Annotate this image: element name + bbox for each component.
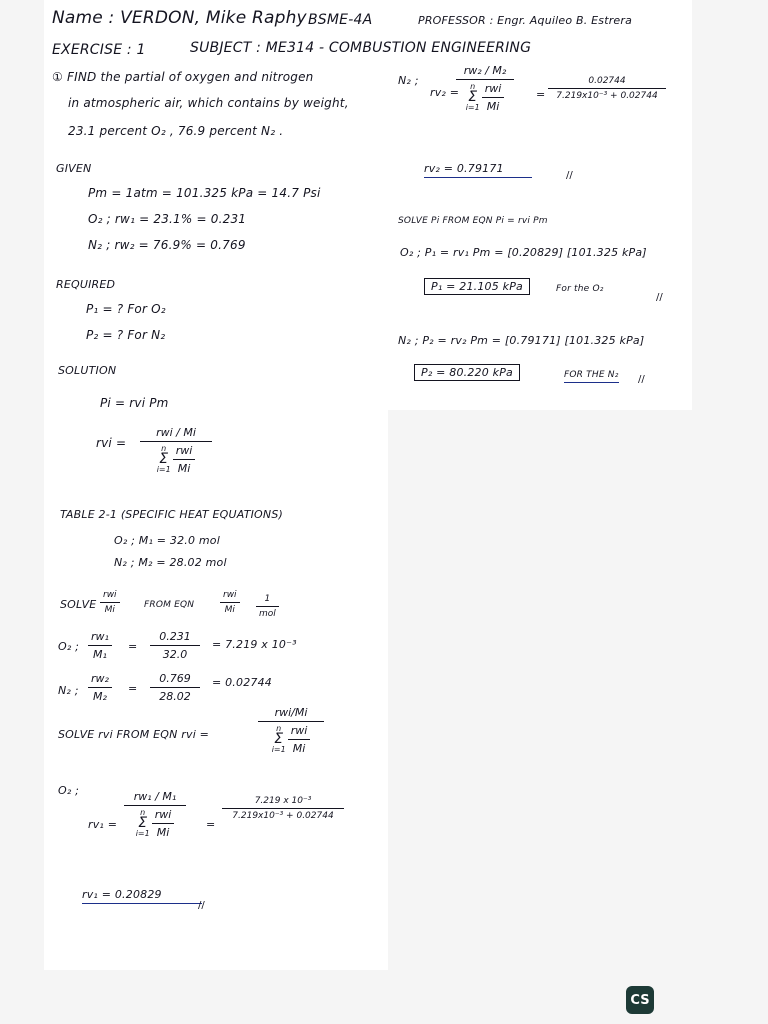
solve-rvi-sum-top: n [276, 724, 282, 733]
solve-ratio-from: FROM EQN [144, 600, 195, 610]
o2-calc-vbar [222, 808, 344, 809]
solve-rvi-num: rwi/Mi [274, 706, 308, 719]
given-pm: Pm = 1atm = 101.325 kPa = 14.7 Psi [88, 186, 321, 200]
sum-symbol [157, 445, 171, 474]
professor-label: PROFESSOR : Engr. Aquileo B. Estrera [418, 14, 633, 27]
ratio-o2-label: O₂ ; [58, 640, 80, 653]
given-o2: O₂ ; rw₁ = 23.1% = 0.231 [88, 212, 247, 226]
sum-term-bar [173, 459, 196, 460]
p1-equation: O₂ ; P₁ = rv₁ Pm = [0.20829] [101.325 kPa] [400, 246, 647, 259]
ratio-n2-label: N₂ ; [58, 684, 79, 697]
solve-rvi-sum [272, 725, 286, 754]
o2-end-mark: // [198, 900, 205, 911]
eqn-num: rwi [223, 590, 237, 600]
exercise-label: EXERCISE : 1 [52, 42, 146, 58]
solve-rvi-sigma: Σ [274, 731, 284, 747]
n2-end-mark: // [566, 170, 573, 181]
n2-calc-equals: = [536, 88, 546, 101]
n2-calc-num: rw₂ / M₂ [463, 64, 507, 77]
camscanner-logo: CS [626, 986, 654, 1014]
solve-rvi-sum-bot: i=1 [271, 745, 286, 754]
sum-term-num: rwi [175, 444, 193, 457]
o2-calc-sum-bot: i=1 [135, 829, 150, 838]
ratio-o2-vbar [150, 645, 200, 646]
term-num: rwi [103, 590, 117, 600]
unit-den: mol [259, 609, 276, 619]
problem-line-2: in atmospheric air, which contains by weight, [68, 96, 349, 110]
o2-calc-den [133, 808, 178, 839]
o2-calc-result: rv₁ = 0.20829 [82, 888, 202, 904]
n2-calc-term [482, 82, 505, 113]
table-n2: N₂ ; M₂ = 28.02 mol [114, 556, 227, 569]
n2-calc-result: rv₂ = 0.79171 [424, 162, 532, 178]
n2-calc-bar [456, 79, 514, 80]
solve-ratio-term [100, 590, 120, 615]
eq-rvi-lhs: rvi = [96, 436, 127, 450]
eq-rvi-numerator: rwi / Mi [156, 426, 196, 439]
table-o2: O₂ ; M₁ = 32.0 mol [114, 534, 220, 547]
sum-term-den: Mi [177, 462, 191, 475]
solve-rvi-term-bar [288, 739, 311, 740]
paper-sheet-right [388, 0, 692, 410]
solve-rvi-term-num: rwi [290, 724, 308, 737]
ratio-n2-values [150, 672, 200, 703]
required-p2: P₂ = ? For N₂ [86, 328, 166, 342]
term-den: Mi [104, 605, 115, 615]
n2-calc-sum [466, 83, 480, 112]
p2-result-box: P₂ = 80.220 kPa [414, 364, 520, 381]
ratio-o2-vnum: 0.231 [159, 630, 191, 643]
p1-end-mark: // [656, 292, 663, 303]
term-bar [100, 602, 120, 603]
unit-bar [256, 606, 279, 607]
o2-calc-num: rw₁ / M₁ [133, 790, 177, 803]
n2-calc-vden: 7.219x10⁻³ + 0.02744 [556, 91, 658, 101]
given-n2: N₂ ; rw₂ = 76.9% = 0.769 [88, 238, 246, 252]
solve-rvi-label: SOLVE rvi FROM EQN rvi = [58, 728, 210, 741]
sigma-glyph: Σ [159, 451, 169, 467]
o2-calc-term-bar [152, 823, 175, 824]
o2-calc-values [222, 796, 344, 821]
ratio-o2-den: M₁ [93, 648, 107, 661]
o2-calc-term-den: Mi [156, 826, 170, 839]
required-heading: REQUIRED [56, 278, 116, 291]
eq-rvi-denominator [154, 444, 199, 475]
solve-pi-label: SOLVE Pi FROM EQN Pi = rvi Pm [398, 216, 548, 226]
n2-calc-sigma: Σ [468, 89, 478, 105]
o2-calc-sigma: Σ [138, 815, 148, 831]
ratio-n2-num: rw₂ [91, 672, 109, 685]
eq-rvi-fraction [140, 426, 212, 475]
ratio-n2-equals: = [128, 682, 138, 695]
solve-rvi-den [269, 724, 314, 755]
n2-calc-symbolic [456, 64, 514, 113]
n2-calc-sum-bot: i=1 [465, 103, 480, 112]
n2-calc-term-num: rwi [484, 82, 502, 95]
sum-lower: i=1 [156, 465, 171, 474]
solve-ratio-label: SOLVE [60, 598, 97, 611]
ratio-n2-symbolic [88, 672, 112, 703]
o2-calc-vnum: 7.219 x 10⁻³ [254, 796, 312, 806]
o2-calc-sum [136, 809, 150, 838]
solve-rvi-term-den: Mi [292, 742, 306, 755]
o2-calc-symbolic [124, 790, 186, 839]
o2-calc-lhs: rv₁ = [88, 818, 118, 831]
solve-rvi-bar [258, 721, 324, 722]
problem-line-1: ① FIND the partial of oxygen and nitrogen [52, 70, 314, 84]
given-heading: GIVEN [56, 162, 92, 175]
eq-rvi-bar [140, 441, 212, 442]
sum-term [173, 444, 196, 475]
o2-calc-term [152, 808, 175, 839]
problem-line-3: 23.1 percent O₂ , 76.9 percent N₂ . [68, 124, 284, 138]
unit-fraction [256, 594, 279, 619]
p2-equation: N₂ ; P₂ = rv₂ Pm = [0.79171] [101.325 kPa] [398, 334, 645, 347]
p2-end-mark: // [638, 374, 645, 385]
solution-heading: SOLUTION [58, 364, 117, 377]
ratio-o2-vden: 32.0 [162, 648, 188, 661]
ratio-n2-vbar [150, 687, 200, 688]
eq-pi: Pi = rvi Pm [100, 396, 169, 410]
o2-calc-equals: = [206, 818, 216, 831]
o2-calc-term-num: rwi [154, 808, 172, 821]
n2-calc-term-bar [482, 97, 505, 98]
ratio-n2-vnum: 0.769 [159, 672, 191, 685]
n2-calc-label: N₂ ; [398, 74, 419, 87]
ratio-o2-result: = 7.219 x 10⁻³ [212, 638, 297, 651]
subject-label: SUBJECT : ME314 - COMBUSTION ENGINEERING [190, 40, 532, 56]
solve-ratio-eqn [220, 590, 240, 615]
o2-calc-sum-top: n [140, 808, 146, 817]
student-name: Name : VERDON, Mike Raphy [52, 8, 307, 28]
n2-calc-term-den: Mi [486, 100, 500, 113]
ratio-o2-equals: = [128, 640, 138, 653]
p1-result-box: P₁ = 21.105 kPa [424, 278, 530, 295]
n2-calc-sum-top: n [470, 82, 476, 91]
ratio-n2-den: M₂ [93, 690, 107, 703]
o2-calc-label: O₂ ; [58, 784, 80, 797]
solve-rvi-term [288, 724, 311, 755]
section-label: BSME-4A [308, 12, 373, 28]
p1-note: For the O₂ [556, 284, 604, 294]
n2-calc-den [463, 82, 508, 113]
ratio-o2-values [150, 630, 200, 661]
table-heading: TABLE 2-1 (SPECIFIC HEAT EQUATIONS) [60, 508, 284, 521]
unit-num: 1 [264, 594, 271, 604]
ratio-o2-bar [88, 645, 112, 646]
n2-calc-values [548, 76, 666, 101]
p2-note: FOR THE N₂ [564, 370, 619, 383]
sum-upper: n [161, 444, 167, 453]
required-p1: P₁ = ? For O₂ [86, 302, 166, 316]
ratio-o2-num: rw₁ [91, 630, 109, 643]
ratio-n2-result: = 0.02744 [212, 676, 273, 689]
o2-calc-vden: 7.219x10⁻³ + 0.02744 [232, 811, 334, 821]
ratio-n2-bar [88, 687, 112, 688]
n2-calc-vbar [548, 88, 666, 89]
eqn-den: Mi [224, 605, 235, 615]
n2-calc-lhs: rv₂ = [430, 86, 460, 99]
n2-calc-vnum: 0.02744 [588, 76, 626, 86]
ratio-n2-vden: 28.02 [159, 690, 191, 703]
o2-calc-bar [124, 805, 186, 806]
solve-rvi-fraction [258, 706, 324, 755]
eqn-bar [220, 602, 240, 603]
ratio-o2-symbolic [88, 630, 112, 661]
